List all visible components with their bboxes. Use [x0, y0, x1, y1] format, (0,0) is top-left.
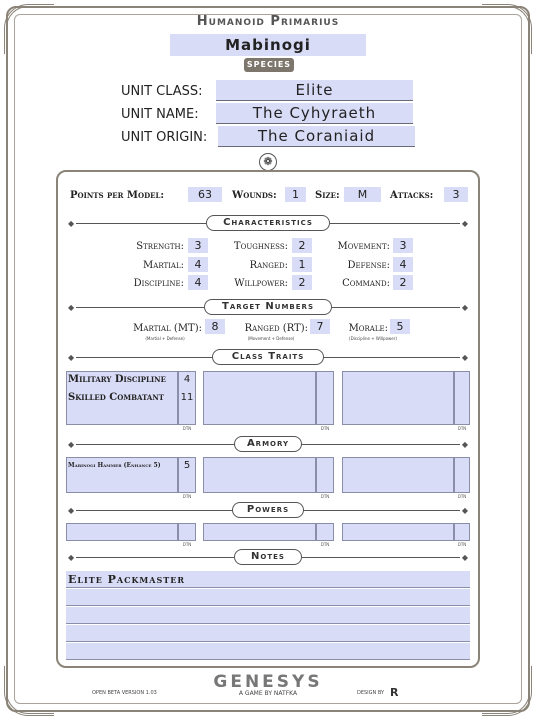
ranged-field[interactable]: 1 [292, 257, 312, 272]
armory-heading: Armory [234, 436, 302, 452]
divider-arrow-icon: ◆ [461, 506, 468, 515]
unit-name-label: UNIT NAME: [121, 107, 199, 122]
tn-ranged-formula: (Movement + Defense) [247, 336, 295, 341]
tn-morale-field[interactable]: 5 [390, 319, 410, 334]
corner-ornament [4, 4, 54, 54]
target-numbers-heading: Target Numbers [204, 299, 332, 315]
corner-ornament [4, 666, 54, 716]
armory-dtn-label: DTN [320, 494, 330, 499]
trait-value-column-3[interactable] [454, 371, 470, 425]
corner-ornament [482, 4, 532, 54]
discipline-label: Discipline: [133, 278, 184, 289]
trait-dtn-label: DTN [457, 426, 467, 431]
divider-arrow-icon: ◆ [461, 219, 468, 228]
characteristics-heading: Characteristics [206, 215, 330, 231]
points-field[interactable]: 63 [188, 187, 222, 202]
willpower-field[interactable]: 2 [292, 275, 312, 290]
divider-arrow-icon: ◆ [68, 219, 75, 228]
tn-martial-label: Martial (MT): [133, 323, 202, 334]
power-value-column-1[interactable] [178, 523, 196, 541]
armory-value-column-2[interactable] [316, 457, 334, 493]
unit-class-field[interactable]: Elite [216, 80, 413, 101]
tn-ranged-field[interactable]: 7 [310, 319, 330, 334]
size-label: Size: [315, 190, 340, 201]
designer-logo-icon: R [390, 686, 399, 699]
divider-arrow-icon: ◆ [461, 440, 468, 449]
defense-label: Defense: [347, 260, 390, 271]
trait-row1-name: Military Discipline [68, 374, 166, 385]
notes-line-5[interactable] [66, 643, 470, 660]
attacks-field[interactable]: 3 [444, 187, 468, 202]
command-label: Command: [342, 278, 390, 289]
notes-heading: Notes [234, 549, 302, 565]
tn-martial-formula: (Martial + Defense) [145, 336, 185, 341]
version-text: OPEN BETA VERSION 1.03 [92, 690, 157, 696]
points-label: Points per Model: [70, 190, 165, 201]
trait-row2-value: 11 [180, 392, 194, 403]
divider-arrow-icon: ◆ [68, 553, 75, 562]
power-column-1[interactable] [66, 523, 178, 541]
notes-line-4[interactable] [66, 625, 470, 642]
species-name-field[interactable]: Mabinogi [170, 34, 366, 56]
power-dtn-label: DTN [182, 542, 192, 547]
armory-dtn-label: DTN [457, 494, 467, 499]
armory-value-column-3[interactable] [454, 457, 470, 493]
wounds-label: Wounds: [232, 190, 277, 201]
trait-row1-value: 4 [183, 374, 191, 385]
trait-column-2[interactable] [203, 371, 316, 425]
power-value-column-3[interactable] [454, 523, 470, 541]
medallion-icon: ❁ [259, 153, 277, 171]
armory-row1-value: 5 [183, 460, 191, 471]
martial-field[interactable]: 4 [188, 257, 208, 272]
tn-martial-field[interactable]: 8 [205, 319, 225, 334]
notes-line-1-text: Elite Packmaster [68, 573, 185, 586]
notes-line-1[interactable] [66, 571, 470, 588]
attacks-label: Attacks: [390, 190, 434, 201]
ranged-label: Ranged: [249, 260, 288, 271]
armory-row1-name: Mabinogi Hammer (Enhance 5) [68, 462, 161, 469]
defense-field[interactable]: 4 [393, 257, 413, 272]
trait-dtn-label: DTN [320, 426, 330, 431]
trait-dtn-label: DTN [182, 426, 192, 431]
genesys-logo: GENESYS [213, 672, 323, 692]
divider-arrow-icon: ◆ [68, 440, 75, 449]
divider-arrow-icon: ◆ [68, 506, 75, 515]
powers-heading: Powers [232, 502, 304, 518]
corner-ornament [482, 666, 532, 716]
divider-arrow-icon: ◆ [461, 303, 468, 312]
wounds-field[interactable]: 1 [285, 187, 306, 202]
notes-line-2[interactable] [66, 589, 470, 606]
tn-morale-label: Morale: [348, 323, 388, 334]
willpower-label: Willpower: [234, 278, 288, 289]
trait-column-3[interactable] [342, 371, 454, 425]
divider-arrow-icon: ◆ [68, 353, 75, 362]
armory-dtn-label: DTN [182, 494, 192, 499]
armory-column-3[interactable] [342, 457, 454, 493]
divider-arrow-icon: ◆ [68, 303, 75, 312]
armory-column-2[interactable] [203, 457, 316, 493]
divider-arrow-icon: ◆ [461, 553, 468, 562]
trait-value-column-2[interactable] [316, 371, 334, 425]
toughness-field[interactable]: 2 [292, 238, 312, 253]
movement-field[interactable]: 3 [393, 238, 413, 253]
tn-ranged-label: Ranged (RT): [244, 323, 308, 334]
command-field[interactable]: 2 [393, 275, 413, 290]
species-tag: SPECIES [244, 58, 294, 72]
unit-origin-field[interactable]: The Coraniaid [218, 126, 415, 147]
design-by-text: DESIGN BY [357, 690, 385, 696]
notes-line-3[interactable] [66, 607, 470, 624]
unit-class-label: UNIT CLASS: [121, 84, 203, 99]
unit-origin-label: UNIT ORIGIN: [121, 130, 208, 145]
size-field[interactable]: M [344, 187, 381, 202]
tn-morale-formula: (Discipline + Willpower) [349, 336, 397, 341]
power-dtn-label: DTN [457, 542, 467, 547]
discipline-field[interactable]: 4 [188, 275, 208, 290]
power-column-2[interactable] [203, 523, 316, 541]
sheet-title: Humanoid Primarius [196, 14, 340, 29]
trait-row2-name: Skilled Combatant [68, 392, 164, 403]
unit-name-field[interactable]: The Cyhyraeth [216, 103, 413, 124]
strength-field[interactable]: 3 [188, 238, 208, 253]
strength-label: Strength: [136, 241, 184, 252]
divider-arrow-icon: ◆ [461, 353, 468, 362]
class-traits-heading: Class Traits [212, 349, 324, 365]
footer-subtitle: A GAME BY NATFKA [238, 690, 298, 697]
martial-label: Martial: [143, 260, 184, 271]
toughness-label: Toughness: [233, 241, 288, 252]
movement-label: Movement: [337, 241, 390, 252]
power-dtn-label: DTN [320, 542, 330, 547]
power-column-3[interactable] [342, 523, 454, 541]
power-value-column-2[interactable] [316, 523, 334, 541]
